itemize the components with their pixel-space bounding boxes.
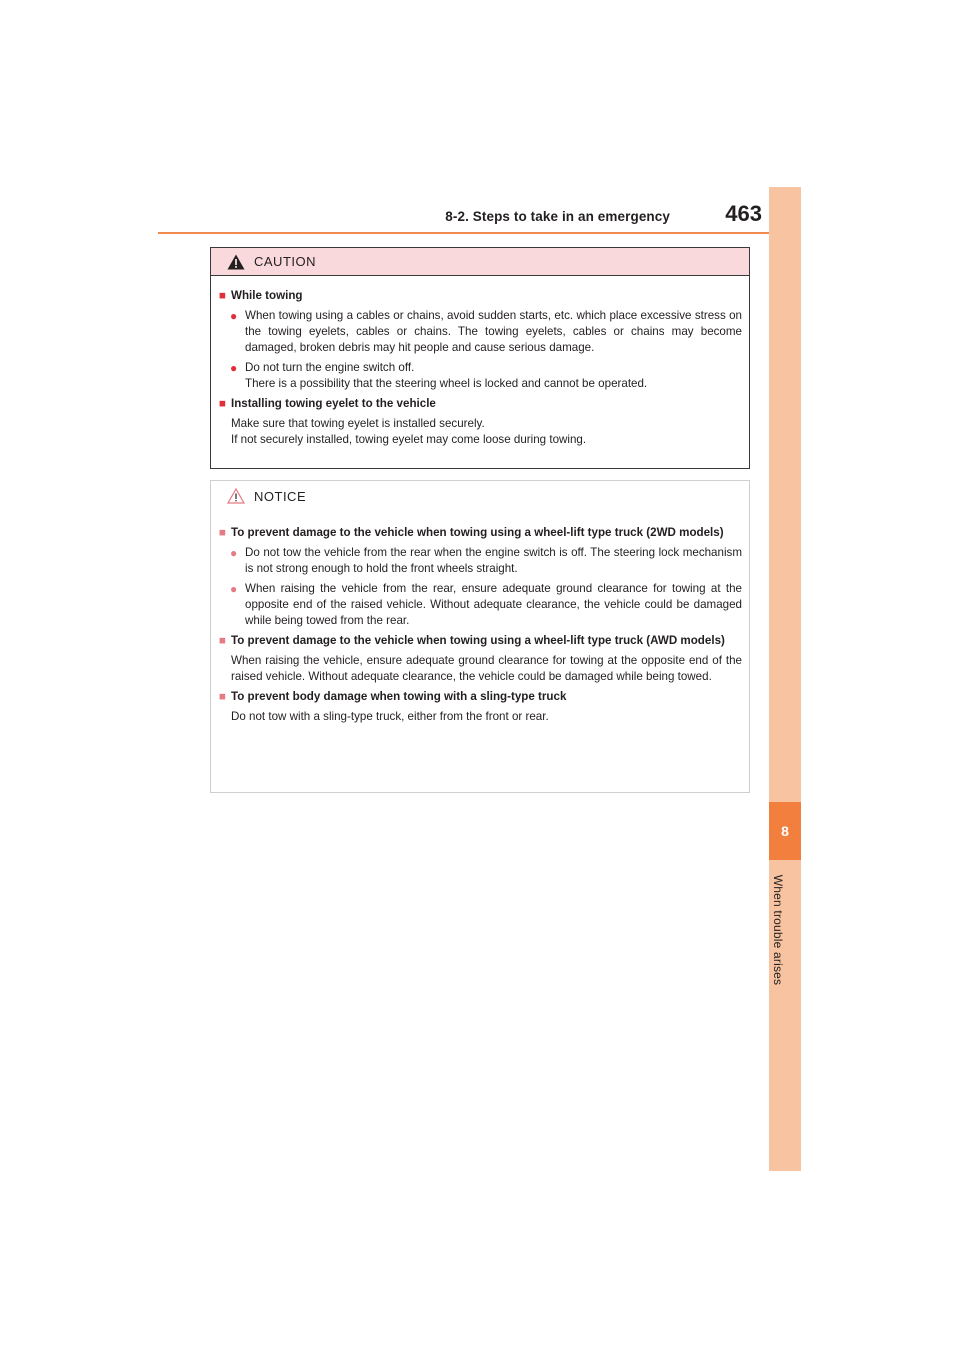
square-bullet-icon: ■: [219, 526, 227, 539]
caution-eyelet-text: Make sure that towing eyelet is installed securely. If not securely installed, towing eyelet may come loose during towing.: [231, 417, 587, 446]
list-item: ● When raising the vehicle from the rear, ensure adequate ground clearance for towing at the opposite end of the raised vehicle. Without adequate clearance, the vehicle could be damaged while being towed from the rear.: [230, 582, 742, 627]
caution-title: CAUTION: [254, 254, 316, 269]
section-title: 8-2. Steps to take in an emergency: [445, 209, 670, 224]
warning-triangle-outline-icon: [227, 488, 245, 504]
square-bullet-icon: ■: [219, 634, 227, 647]
bullet-icon: ●: [230, 582, 238, 596]
caution-box: [210, 247, 750, 469]
list-item: ● Do not turn the engine switch off. There is a possibility that the steering wheel is locked and cannot be operated.: [230, 361, 648, 390]
square-bullet-icon: ■: [219, 690, 227, 703]
square-bullet-icon: ■: [219, 397, 227, 410]
notice-heading-awd: ■ To prevent damage to the vehicle when towing using a wheel-lift type truck (AWD models): [219, 634, 725, 647]
notice-heading-sling: ■ To prevent body damage when towing with a sling-type truck: [219, 690, 567, 703]
notice-title: NOTICE: [254, 488, 307, 504]
bullet-icon: ●: [230, 361, 238, 375]
page-number: 463: [725, 201, 762, 226]
notice-heading-2wd: ■ To prevent damage to the vehicle when towing using a wheel-lift type truck (2WD models): [219, 526, 724, 539]
notice-body: [211, 511, 749, 725]
caution-header: [211, 248, 749, 276]
square-bullet-icon: ■: [219, 289, 227, 302]
bullet-icon: ●: [230, 546, 238, 560]
chapter-title: When trouble arises: [771, 874, 785, 986]
caution-heading-eyelet: ■ Installing towing eyelet to the vehicle: [219, 397, 436, 410]
chapter-number: 8: [769, 802, 801, 860]
notice-awd-text: When raising the vehicle, ensure adequate ground clearance for towing at the opposite end of the raised vehicle. Without adequate clearance, the vehicle could be damaged while being towed.: [231, 654, 742, 683]
header-rule: [158, 232, 800, 234]
notice-sling-text: Do not tow with a sling-type truck, either from the front or rear.: [231, 710, 549, 723]
caution-body: [211, 276, 749, 448]
notice-header: [211, 481, 749, 511]
bullet-icon: ●: [230, 309, 238, 323]
notice-box: [210, 480, 750, 793]
caution-heading-towing: ■ While towing: [219, 289, 303, 302]
warning-triangle-icon: [227, 254, 245, 270]
chapter-side-tab: [769, 187, 801, 1171]
list-item: ● When towing using a cables or chains, avoid sudden starts, etc. which place excessive stress on the towing eyelets, cables or chains. The towing eyelets, cables or chains may become damaged, broken debris may hit people and cause serious damage.: [230, 309, 742, 354]
list-item: ● Do not tow the vehicle from the rear when the engine switch is off. The steering lock mechanism is not strong enough to hold the front wheels straight.: [230, 546, 742, 575]
